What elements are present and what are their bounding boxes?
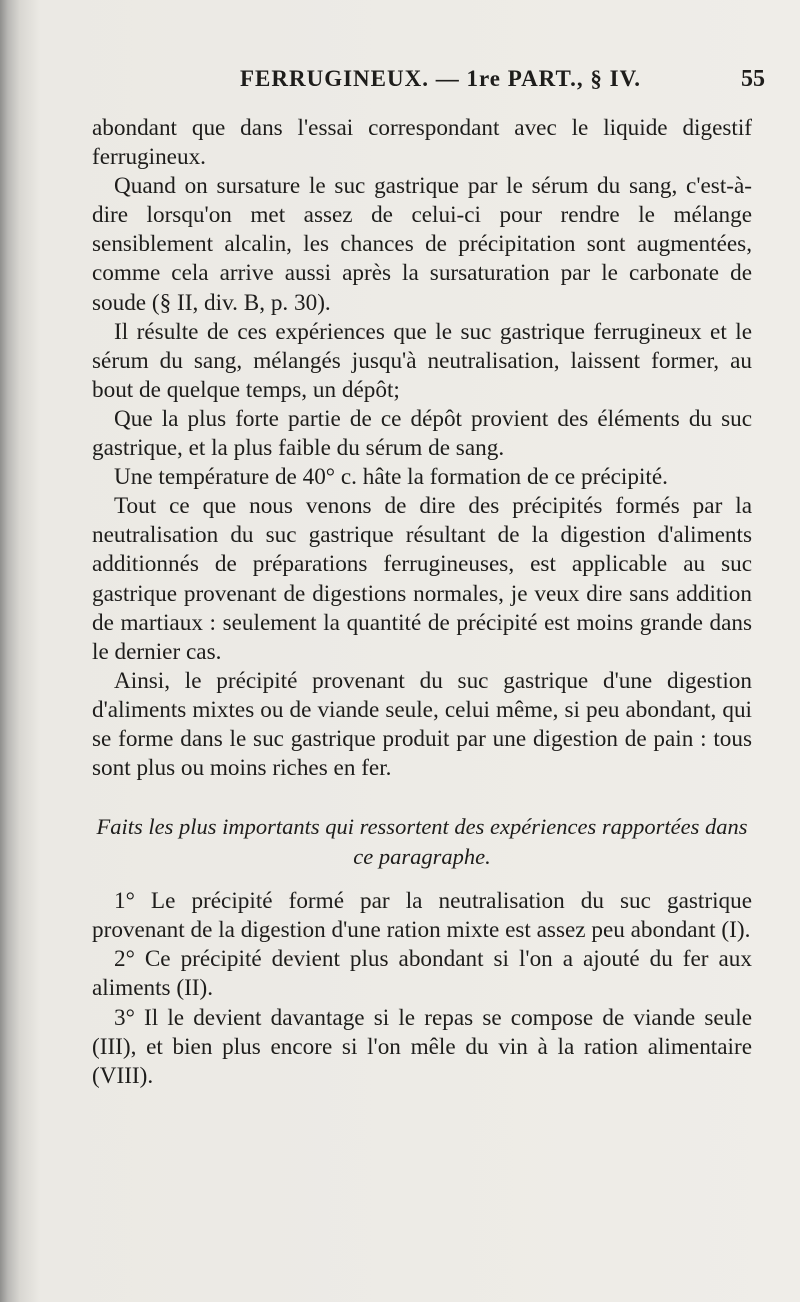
- paragraph-iron-content: Ainsi, le précipité provenant du suc gastrique d'une digestion d'aliments mixtes ou de viande seule, celui même, si peu abondant, qui se forme dans le suc gastrique produit par une digestion de pain : tous sont plus ou moins riches en fer.: [92, 667, 752, 782]
- paragraph-result: Il résulte de ces expériences que le suc gastrique ferrugineux et le sérum du sang, mélangés jusqu'à neutralisation, laissent former, au bout de quelque temps, un dépôt;: [92, 318, 752, 403]
- page-number: 55: [741, 66, 765, 92]
- paragraph-temperature: Une température de 40° c. hâte la formation de ce précipité.: [114, 464, 668, 491]
- paragraph-deposit-origin: Que la plus forte partie de ce dépôt provient des éléments du suc gastrique, et la plus faible du sérum de sang.: [92, 405, 752, 462]
- fact-item-2: 2° Ce précipité devient plus abondant si l'on a ajouté du fer aux aliments (II).: [92, 946, 752, 1002]
- body-text: [92, 114, 752, 1091]
- running-head: FERRUGINEUX. — 1re PART., § IV.: [240, 66, 641, 91]
- paragraph-continuation: abondant que dans l'essai correspondant avec le liquide digestif ferrugineux.: [92, 115, 752, 171]
- fact-item-3: 3° Il le devient davantage si le repas se compose de viande seule (III), et bien plus encore si l'on mêle du vin à la ration alimentaire (VIII).: [92, 1004, 752, 1089]
- fact-item-1: 1° Le précipité formé par la neutralisation du suc gastrique provenant de la digestion d'une ration mixte est assez peu abondant (I).: [92, 888, 752, 944]
- page-header: [0, 58, 800, 98]
- paragraph-serum-saturation: Quand on sursature le suc gastrique par le sérum du sang, c'est-à-dire lorsqu'on met assez de celui-ci pour rendre le mélange sensiblement alcalin, les chances de précipitation sont augmentées, comme cela arrive aussi après la sursaturation par le carbonate de soude (§ II, div. B, p. 30).: [92, 173, 752, 316]
- paragraph-normal-digestions: Tout ce que nous venons de dire des précipités formés par la neutralisation du suc gastrique résultant de la digestion d'aliments additionnés de préparations ferrugineuses, est applicable au suc gastrique provenant de digestions normales, je veux dire sans addition de martiaux : seulement la quantité de précipité est moins grande dans le dernier cas.: [92, 493, 752, 665]
- section-title: Faits les plus importants qui ressortent des expériences rapportées dans ce paragraphe.: [96, 814, 748, 869]
